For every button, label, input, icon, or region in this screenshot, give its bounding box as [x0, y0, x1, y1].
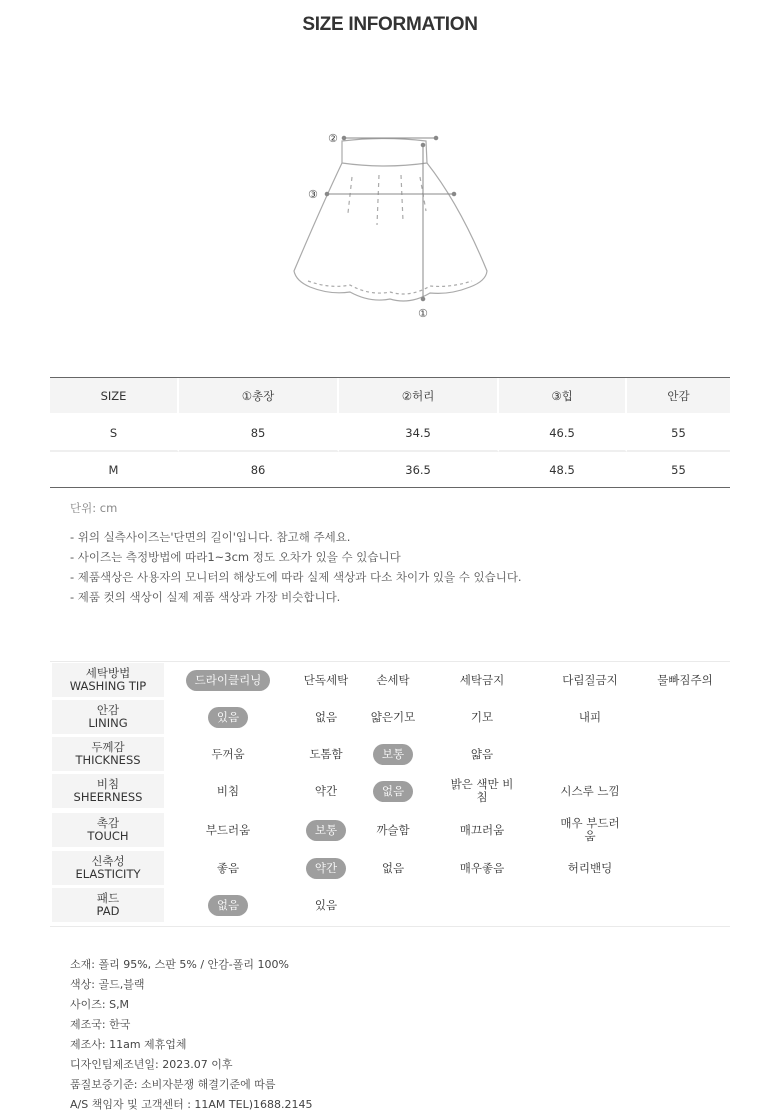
care-option-label: 없음 — [314, 709, 338, 724]
marker-2: ② — [328, 132, 338, 145]
care-option — [540, 812, 640, 848]
care-option — [360, 699, 426, 735]
washing-care-table — [50, 661, 730, 927]
care-option-label: 매우 부드러움 — [560, 816, 620, 843]
spec-line: A/S 책임자 및 고객센터 : 11AM TEL)1688.2145 — [70, 1098, 313, 1111]
care-option-label: 있음 — [314, 897, 338, 912]
care-row-label — [52, 774, 164, 808]
table-row — [50, 452, 730, 487]
care-option — [540, 699, 640, 735]
care-row-label — [52, 700, 164, 734]
care-option-label: 있음 — [208, 707, 248, 728]
marker-3: ③ — [308, 188, 318, 201]
care-option-label: 내피 — [578, 709, 602, 724]
spec-line: 사이즈: S,M — [70, 998, 130, 1011]
care-option — [360, 662, 426, 698]
care-option — [540, 850, 640, 886]
spec-line: 색상: 골드,블랙 — [70, 978, 145, 991]
care-option-selected — [168, 887, 288, 923]
care-option — [168, 736, 288, 772]
table-cell: 48.5 — [499, 452, 627, 487]
care-option — [432, 850, 532, 886]
header-cell: ②허리 — [339, 378, 499, 415]
care-option — [540, 773, 640, 809]
care-label-ko: 패드 — [96, 891, 120, 905]
care-option-label: 매우좋음 — [459, 860, 505, 875]
size-notes — [70, 527, 522, 607]
care-option-label: 얇음 — [470, 746, 494, 761]
care-label-ko: 세탁방법 — [85, 666, 131, 680]
care-row-elasticity — [50, 850, 730, 886]
table-cell: M — [50, 452, 179, 487]
care-option-selected — [360, 773, 426, 809]
care-option-label: 시스루 느낌 — [560, 783, 620, 798]
care-option-label: 단독세탁 — [303, 672, 349, 687]
care-option-label: 밝은 색만 비침 — [450, 777, 514, 804]
care-row-label — [52, 737, 164, 771]
care-option-label: 보통 — [306, 820, 346, 841]
spec-line: 제조국: 한국 — [70, 1018, 131, 1031]
care-row-label — [52, 663, 164, 697]
care-option — [640, 662, 730, 698]
table-cell: 85 — [179, 415, 339, 452]
note-line: - 제품색상은 사용자의 모니터의 해상도에 따라 실제 색상과 다소 차이가 있을 수 있습니다. — [70, 570, 522, 584]
size-table — [50, 377, 730, 488]
page-title: SIZE INFORMATION — [302, 14, 478, 35]
care-option — [432, 662, 532, 698]
care-option — [432, 699, 532, 735]
care-option — [432, 812, 532, 848]
skirt-outline — [342, 139, 427, 167]
care-option-label: 좋음 — [216, 860, 240, 875]
care-label-en: ELASTICITY — [75, 867, 141, 881]
care-label-ko: 비침 — [96, 777, 120, 791]
header-cell: ③힙 — [499, 378, 627, 415]
table-cell: 36.5 — [339, 452, 499, 487]
care-option — [432, 736, 532, 772]
care-row-thickness — [50, 736, 730, 772]
care-option-label: 드라이클리닝 — [186, 670, 271, 691]
care-option — [168, 850, 288, 886]
care-option-label: 보통 — [373, 744, 413, 765]
care-option-label: 손세탁 — [376, 672, 410, 687]
care-label-en: THICKNESS — [75, 753, 141, 767]
care-row-sheerness — [50, 773, 730, 809]
care-option-label: 까슬함 — [376, 822, 410, 837]
spec-line: 소재: 폴리 95%, 스판 5% / 안감-폴리 100% — [70, 958, 289, 971]
care-option-label: 약간 — [306, 858, 346, 879]
care-option-label: 없음 — [381, 860, 405, 875]
size-table-header — [50, 378, 730, 415]
care-label-en: TOUCH — [87, 829, 129, 843]
care-option-selected — [360, 736, 426, 772]
care-option-selected — [168, 662, 288, 698]
care-label-en: PAD — [96, 904, 120, 918]
care-option — [168, 773, 288, 809]
marker-1: ① — [418, 307, 428, 320]
care-option — [540, 662, 640, 698]
care-label-ko: 촉감 — [96, 816, 120, 830]
care-label-ko: 신축성 — [91, 854, 125, 868]
care-row-lining — [50, 699, 730, 735]
skirt-diagram — [280, 125, 500, 325]
care-label-en: SHEERNESS — [73, 790, 143, 804]
care-row-washing-tip — [50, 662, 730, 698]
table-cell: S — [50, 415, 179, 452]
care-option-selected — [168, 699, 288, 735]
spec-line: 제조사: 11am 제휴업체 — [70, 1038, 187, 1051]
care-option-label: 매끄러움 — [459, 822, 505, 837]
spec-line: 품질보증기준: 소비자분쟁 해결기준에 따름 — [70, 1078, 276, 1091]
care-option — [360, 812, 426, 848]
care-option-label: 약간 — [314, 783, 338, 798]
table-cell: 55 — [627, 415, 730, 452]
table-row — [50, 415, 730, 452]
header-cell: 안감 — [627, 378, 730, 415]
header-cell: SIZE — [50, 378, 179, 415]
spec-line: 디자인팀제조년일: 2023.07 이후 — [70, 1058, 233, 1071]
care-option-label: 비침 — [216, 783, 240, 798]
header-cell: ①총장 — [179, 378, 339, 415]
care-option-label: 다림질금지 — [562, 672, 618, 687]
table-cell: 55 — [671, 462, 686, 477]
table-cell: 86 — [179, 452, 339, 487]
note-line: - 위의 실측사이즈는'단면의 길이'입니다. 참고해 주세요. — [70, 530, 351, 544]
care-row-touch — [50, 812, 730, 848]
care-option — [276, 887, 376, 923]
product-spec — [70, 955, 313, 1115]
care-option — [432, 773, 532, 809]
unit-label: 단위: cm — [70, 501, 118, 515]
care-option-label: 도톰함 — [309, 746, 343, 761]
care-row-label — [52, 851, 164, 885]
care-option-label: 얇은기모 — [370, 709, 416, 724]
note-line: - 사이즈는 측정방법에 따라1~3cm 정도 오차가 있을 수 있습니다 — [70, 550, 401, 564]
care-option-label: 없음 — [208, 895, 248, 916]
note-line: - 제품 컷의 색상이 실제 제품 색상과 가장 비슷합니다. — [70, 590, 341, 604]
care-option-label: 두꺼움 — [211, 746, 245, 761]
table-cell: 46.5 — [499, 415, 627, 452]
care-option-label: 물빠짐주의 — [657, 672, 713, 687]
care-option — [360, 850, 426, 886]
care-row-label — [52, 888, 164, 922]
table-cell: 34.5 — [339, 415, 499, 452]
care-option-label: 허리밴딩 — [567, 860, 613, 875]
care-label-en: WASHING TIP — [69, 679, 147, 693]
care-option-label: 세탁금지 — [459, 672, 505, 687]
care-option-label: 없음 — [373, 781, 413, 802]
care-label-ko: 두께감 — [91, 740, 125, 754]
care-option — [168, 812, 288, 848]
care-option-label: 부드러움 — [205, 822, 251, 837]
care-option-label: 기모 — [470, 709, 494, 724]
care-label-en: LINING — [88, 716, 128, 730]
care-label-ko: 안감 — [96, 703, 120, 717]
care-row-label — [52, 813, 164, 847]
care-row-pad — [50, 887, 730, 923]
